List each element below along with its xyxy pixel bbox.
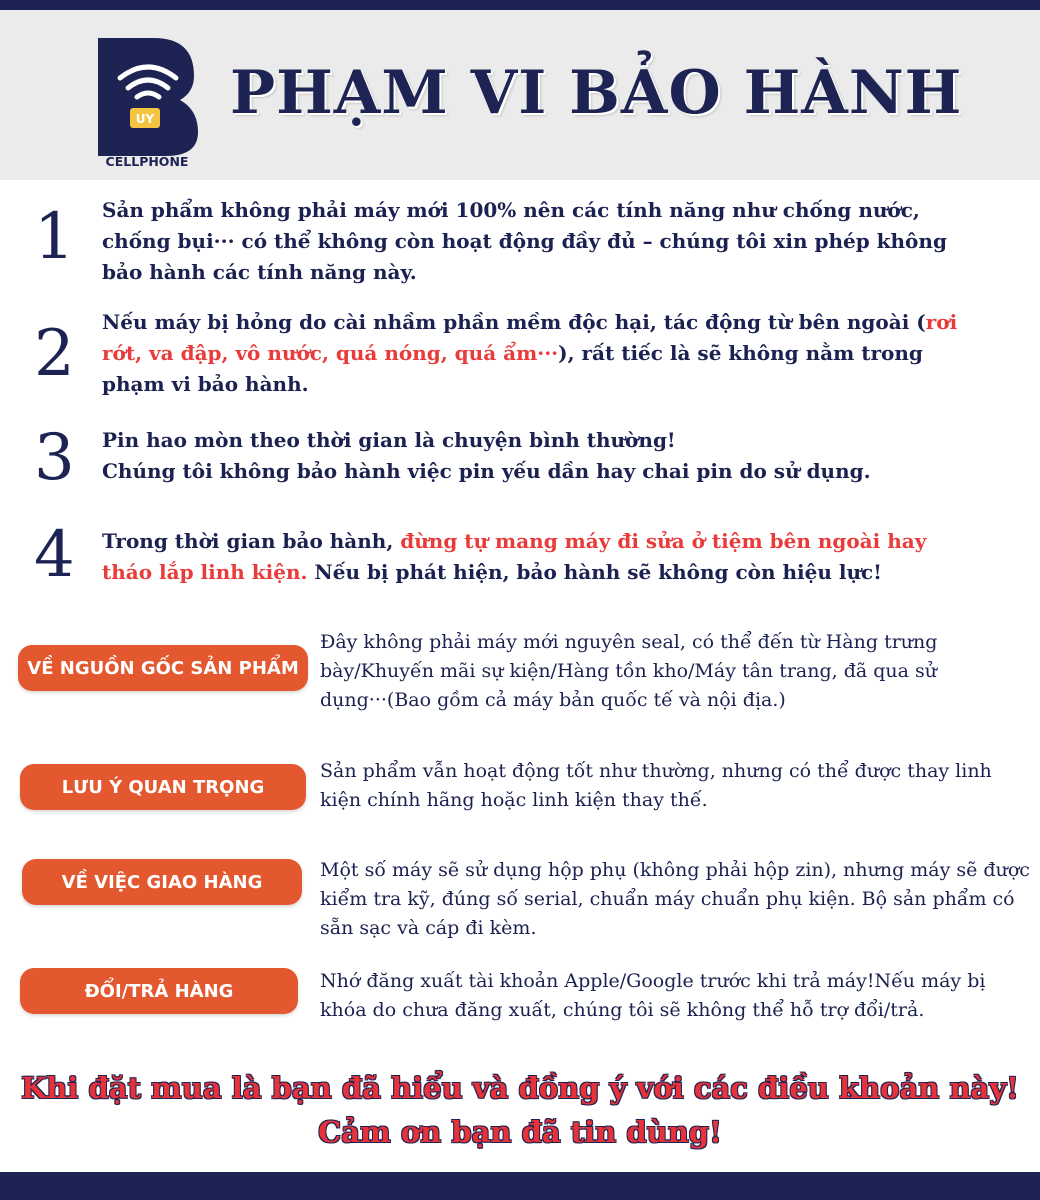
tag-important-note: LƯU Ý QUAN TRỌNG — [20, 764, 306, 810]
term-text-3 — [102, 425, 982, 487]
term-number-2: 2 — [34, 317, 75, 391]
tag-delivery: VỀ VIỆC GIAO HÀNG — [22, 859, 302, 905]
page-title: PHẠM VI BẢO HÀNH — [230, 58, 963, 128]
tag-return-exchange: ĐỔI/TRẢ HÀNG — [20, 968, 298, 1014]
term-text-3-line1: Pin hao mòn theo thời gian là chuyện bình thường! — [102, 428, 676, 452]
term-text-1: Sản phẩm không phải máy mới 100% nên các tính năng như chống nước, chống bụi··· có thể không còn hoạt động đầy đủ – chúng tôi xin phép không bảo hành các tính năng này. — [102, 198, 947, 284]
note-product-origin: Đây không phải máy mới nguyên seal, có thể đến từ Hàng trưng bày/Khuyến mãi sự kiện/Hàng tồn kho/Máy tân trang, đã qua sử dụng···(Bao gồm cả máy bản quốc tế và nội địa.) — [320, 631, 938, 711]
term-number-1: 1 — [34, 200, 75, 274]
logo-badge-text: UY — [135, 112, 155, 126]
term-text-4-before: Trong thời gian bảo hành, — [102, 529, 401, 553]
term-text-2-before: Nếu máy bị hỏng do cài nhầm phần mềm độc hại, tác động từ bên ngoài ( — [102, 310, 926, 334]
cellphone-logo — [92, 30, 202, 170]
top-border — [0, 0, 1040, 10]
term-number-4: 4 — [34, 518, 75, 592]
closing-line-1: Khi đặt mua là bạn đã hiểu và đồng ý với các điều khoản này! — [21, 1071, 1019, 1105]
term-text-2-after: ), rất tiếc là sẽ không nằm trong phạm vi bảo hành. — [102, 341, 923, 396]
term-text-4-after: Nếu bị phát hiện, bảo hành sẽ không còn hiệu lực! — [307, 560, 882, 584]
term-text-2 — [102, 307, 982, 400]
tag-product-origin: VỀ NGUỒN GỐC SẢN PHẨM — [18, 645, 308, 691]
term-text-2-highlight: rơi rớt, va đập, vô nước, quá nóng, quá ẩm··· — [102, 310, 958, 365]
term-number-3: 3 — [34, 421, 75, 495]
term-text-3-line2: Chúng tôi không bảo hành việc pin yếu dần hay chai pin do sử dụng. — [102, 459, 871, 483]
note-return-exchange: Nhớ đăng xuất tài khoản Apple/Google trước khi trả máy!Nếu máy bị khóa do chưa đăng xuất, chúng tôi sẽ không thể hỗ trợ đổi/trả. — [320, 970, 986, 1021]
bottom-border — [0, 1172, 1040, 1200]
term-text-4 — [102, 526, 982, 588]
term-text-4-highlight: đừng tự mang máy đi sửa ở tiệm bên ngoài hay tháo lắp linh kiện. — [102, 529, 927, 584]
page-header — [0, 10, 1040, 180]
logo-wordmark: CELLPHONE — [105, 154, 189, 169]
closing-line-2: Cảm ơn bạn đã tin dùng! — [318, 1115, 722, 1149]
note-important: Sản phẩm vẫn hoạt động tốt như thường, nhưng có thể được thay linh kiện chính hãng hoặc linh kiện thay thế. — [320, 760, 992, 811]
note-delivery: Một số máy sẽ sử dụng hộp phụ (không phải hộp zin), nhưng máy sẽ được kiểm tra kỹ, đúng số serial, chuẩn máy chuẩn phụ kiện. Bộ sản phẩm có sẵn sạc và cáp đi kèm. — [320, 859, 1030, 939]
